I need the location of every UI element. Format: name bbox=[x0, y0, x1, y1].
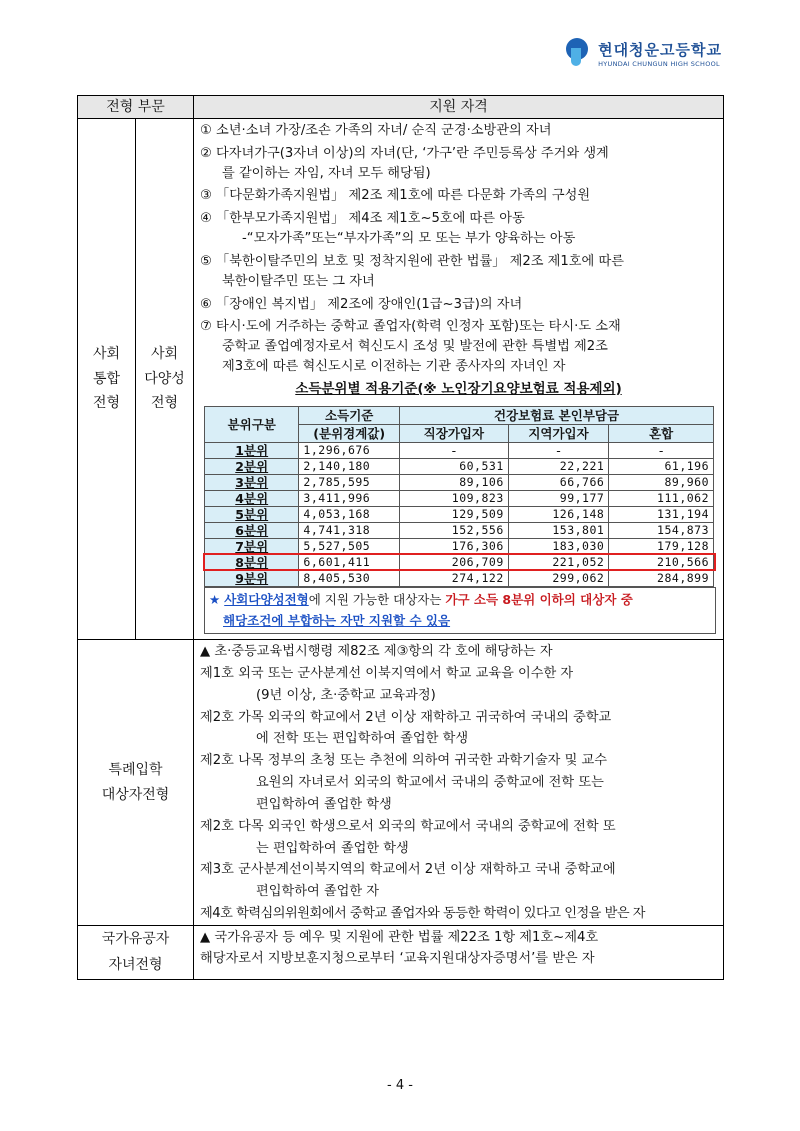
school-name-ko: 현대청운고등학교 bbox=[598, 40, 722, 59]
region-cell: 183,030 bbox=[508, 538, 609, 554]
cat-label: 사회 bbox=[150, 346, 179, 363]
mixed-cell: 61,196 bbox=[609, 458, 714, 474]
income-cell: 4,741,318 bbox=[299, 522, 400, 538]
item: ⑥ 「장애인 복지법」 제2조에 장애인(1급~3급)의 자녀 bbox=[200, 296, 523, 312]
note-part1: 사회다양성전형 bbox=[224, 591, 309, 607]
income-cell: 2,785,595 bbox=[299, 474, 400, 490]
item: -“모자가족”또는“부자가족”의 모 또는 부가 양육하는 아동 bbox=[242, 231, 576, 247]
mixed-cell: 89,960 bbox=[609, 474, 714, 490]
inc-header-income: 소득기준 bbox=[299, 406, 400, 424]
cat-label: 전형 bbox=[150, 395, 179, 412]
income-row bbox=[205, 506, 714, 522]
region-cell: 66,766 bbox=[508, 474, 609, 490]
col-header-category: 전형 부문 bbox=[78, 96, 194, 119]
income-row bbox=[205, 570, 714, 586]
work-cell: 152,556 bbox=[399, 522, 508, 538]
eligibility-note bbox=[204, 587, 716, 634]
header-row bbox=[78, 96, 724, 119]
income-row-highlighted bbox=[205, 554, 714, 570]
col-header-qualification: 지원 자격 bbox=[194, 96, 724, 119]
item: 제2호 가목 외국의 학교에서 2년 이상 재학하고 귀국하여 국내의 중학교 bbox=[200, 709, 612, 725]
item: ② 다자녀가구(3자녀 이상)의 자녀(단, ‘가구’란 주민등록상 주거와 생계 bbox=[200, 145, 609, 161]
region-cell: 126,148 bbox=[508, 506, 609, 522]
special-row bbox=[78, 640, 724, 926]
income-table-title: 소득분위별 적용기준(※ 노인장기요양보험료 적용제외) bbox=[295, 380, 622, 397]
work-cell: - bbox=[399, 442, 508, 458]
region-cell: 99,177 bbox=[508, 490, 609, 506]
item: ③ 「다문화가족지원법」 제2조 제1호에 따른 다문화 가족의 구성원 bbox=[200, 188, 591, 204]
work-cell: 176,306 bbox=[399, 538, 508, 554]
quintile-cell: 7분위 bbox=[205, 538, 299, 554]
inc-header-region: 지역가입자 bbox=[508, 424, 609, 442]
income-cell: 3,411,996 bbox=[299, 490, 400, 506]
item: 제4호 학력심의위원회에서 중학교 졸업자와 동등한 학력이 있다고 인정을 받은 자 bbox=[200, 905, 646, 921]
work-cell: 89,106 bbox=[399, 474, 508, 490]
mixed-cell: - bbox=[609, 442, 714, 458]
item: 제2호 다목 외국인 학생으로서 외국의 학교에서 국내의 중학교에 전학 또 bbox=[200, 818, 616, 834]
quintile-cell: 2분위 bbox=[205, 458, 299, 474]
income-row bbox=[205, 538, 714, 554]
item: ④ 「한부모가족지원법」 제4조 제1호~5호에 따른 아동 bbox=[200, 211, 525, 227]
item: 에 전학 또는 편입학하여 졸업한 학생 bbox=[256, 731, 469, 747]
item: 제1호 외국 또는 군사분계선 이북지역에서 학교 교육을 이수한 자 bbox=[200, 666, 574, 682]
inc-header-mixed: 혼합 bbox=[609, 424, 714, 442]
mixed-cell: 131,194 bbox=[609, 506, 714, 522]
note-part2: 에 지원 가능한 대상자는 bbox=[308, 591, 446, 607]
inc-header-quintile: 분위구분 bbox=[205, 406, 299, 442]
region-cell: 153,801 bbox=[508, 522, 609, 538]
quintile-cell: 4분위 bbox=[205, 490, 299, 506]
item: 를 같이하는 자임, 자녀 모두 해당됨) bbox=[222, 165, 431, 181]
cat-label: 국가유공자 bbox=[101, 930, 170, 947]
income-row bbox=[205, 442, 714, 458]
item: ① 소년·소녀 가장/조손 가족의 자녀/ 순직 군경·소방관의 자녀 bbox=[200, 123, 552, 138]
work-cell: 129,509 bbox=[399, 506, 508, 522]
region-cell: 299,062 bbox=[508, 570, 609, 586]
region-cell: 22,221 bbox=[508, 458, 609, 474]
work-cell: 206,709 bbox=[399, 554, 508, 570]
cat-label: 다양성 bbox=[144, 370, 185, 387]
quintile-cell: 8분위 bbox=[205, 554, 299, 570]
income-cell: 5,527,505 bbox=[299, 538, 400, 554]
veteran-row bbox=[78, 925, 724, 979]
income-row bbox=[205, 522, 714, 538]
school-logo bbox=[566, 38, 722, 68]
special-admission-cell bbox=[78, 640, 194, 926]
item: 제2호 나목 정부의 초청 또는 추천에 의하여 귀국한 과학기술자 및 교수 bbox=[200, 753, 608, 769]
admission-table bbox=[77, 95, 724, 980]
income-row bbox=[205, 458, 714, 474]
cat-label: 특례입학 bbox=[108, 762, 163, 778]
quintile-cell: 1분위 bbox=[205, 442, 299, 458]
quintile-cell: 6분위 bbox=[205, 522, 299, 538]
note-part3: 가구 소득 8분위 이하의 대상자 중 bbox=[445, 591, 633, 607]
social-qualification-cell bbox=[194, 119, 724, 640]
veteran-qualification-cell bbox=[194, 925, 724, 979]
mixed-cell: 111,062 bbox=[609, 490, 714, 506]
work-cell: 60,531 bbox=[399, 458, 508, 474]
work-cell: 274,122 bbox=[399, 570, 508, 586]
item: ▲ 초·중등교육법시행령 제82조 제③항의 각 호에 해당하는 자 bbox=[200, 644, 553, 660]
note-part4: 해당조건에 부합하는 자만 지원할 수 있음 bbox=[223, 612, 451, 628]
item: 편입학하여 졸업한 자 bbox=[256, 884, 380, 900]
mixed-cell: 284,899 bbox=[609, 570, 714, 586]
item: (9년 이상, 초·중학교 교육과정) bbox=[256, 687, 436, 703]
cat-label: 대상자전형 bbox=[101, 786, 170, 803]
item: 북한이탈주민 또는 그 자녀 bbox=[222, 273, 375, 289]
quintile-cell: 5분위 bbox=[205, 506, 299, 522]
region-cell: 221,052 bbox=[508, 554, 609, 570]
page-number: - 4 - bbox=[387, 1078, 413, 1093]
income-cell: 1,296,676 bbox=[299, 442, 400, 458]
item: 편입학하여 졸업한 학생 bbox=[256, 796, 392, 812]
item: 중학교 졸업예정자로서 혁신도시 조성 및 발전에 관한 특별법 제2조 bbox=[222, 339, 608, 355]
region-cell: - bbox=[508, 442, 609, 458]
income-cell: 2,140,180 bbox=[299, 458, 400, 474]
inc-header-income-sub: (분위경계값) bbox=[299, 424, 400, 442]
item: ▲ 국가유공자 등 예우 및 지원에 관한 법률 제22조 1항 제1호~제4호 bbox=[200, 929, 599, 945]
school-name-en: HYUNDAI CHUNGUN HIGH SCHOOL bbox=[598, 59, 720, 68]
income-row bbox=[205, 474, 714, 490]
social-diversity-cell bbox=[136, 119, 194, 640]
special-qualification-cell bbox=[194, 640, 724, 926]
cat-label: 통합 bbox=[92, 370, 121, 387]
quintile-cell: 3분위 bbox=[205, 474, 299, 490]
quintile-cell: 9분위 bbox=[205, 570, 299, 586]
income-cell: 8,405,530 bbox=[299, 570, 400, 586]
mixed-cell: 179,128 bbox=[609, 538, 714, 554]
item: ⑦ 타시·도에 거주하는 중학교 졸업자(학력 인정자 포함)또는 타시·도 소재 bbox=[200, 319, 621, 335]
mixed-cell: 154,873 bbox=[609, 522, 714, 538]
item: 해당자로서 지방보훈지청으로부터 ‘교육지원대상자증명서’를 받은 자 bbox=[200, 950, 595, 966]
inc-header-insurance: 건강보험료 본인부담금 bbox=[399, 406, 713, 424]
item: 요원의 자녀로서 외국의 학교에서 국내의 중학교에 전학 또는 bbox=[256, 775, 604, 791]
income-cell: 4,053,168 bbox=[299, 506, 400, 522]
school-emblem-icon bbox=[566, 38, 592, 68]
item: 제3호에 따른 혁신도시로 이전하는 기관 종사자의 자녀인 자 bbox=[222, 358, 566, 374]
item: 제3호 군사분계선이북지역의 학교에서 2년 이상 재학하고 국내 중학교에 bbox=[200, 862, 616, 878]
veteran-cell bbox=[78, 925, 194, 979]
mixed-cell: 210,566 bbox=[609, 554, 714, 570]
cat-label: 전형 bbox=[92, 395, 121, 412]
inc-header-work: 직장가입자 bbox=[399, 424, 508, 442]
income-row bbox=[205, 490, 714, 506]
item: ⑤ 「북한이탈주민의 보호 및 정착지원에 관한 법률」 제2조 제1호에 따른 bbox=[200, 253, 624, 269]
item: 는 편입학하여 졸업한 학생 bbox=[256, 840, 409, 856]
income-cell: 6,601,411 bbox=[299, 554, 400, 570]
social-integration-cell bbox=[78, 119, 136, 640]
cat-label: 사회 bbox=[92, 346, 121, 363]
work-cell: 109,823 bbox=[399, 490, 508, 506]
income-table bbox=[204, 406, 714, 587]
social-row bbox=[78, 119, 724, 640]
star-icon: ★ bbox=[209, 591, 221, 607]
cat-label: 자녀전형 bbox=[108, 957, 163, 974]
